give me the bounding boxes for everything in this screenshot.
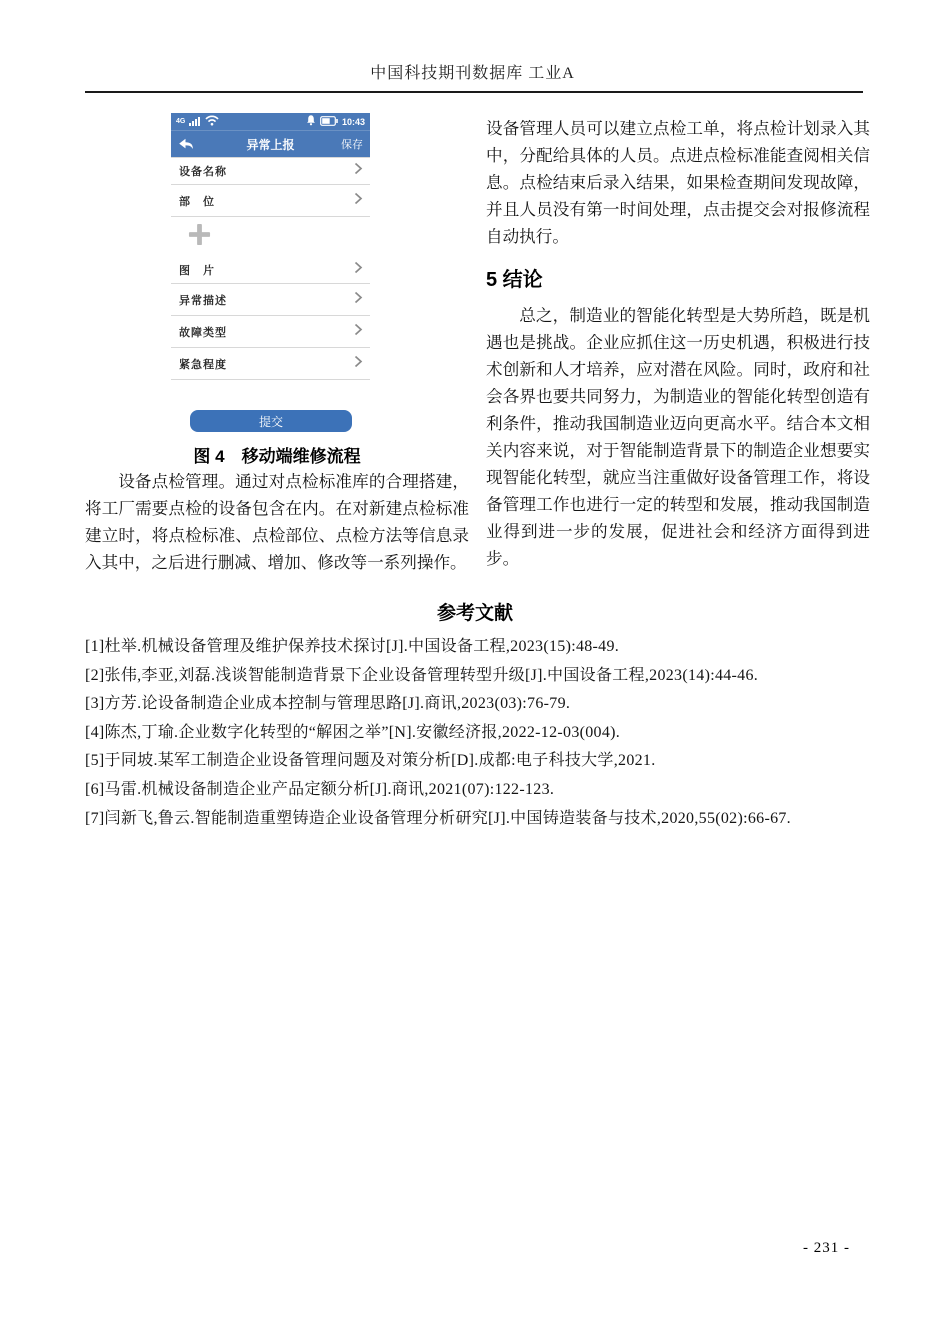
header-divider bbox=[85, 91, 863, 93]
status-right bbox=[306, 113, 365, 131]
references-list bbox=[85, 633, 865, 833]
field-row-fault-type[interactable] bbox=[171, 316, 370, 348]
wifi-icon bbox=[205, 113, 219, 131]
page-number: - 231 - bbox=[803, 1240, 850, 1256]
chevron-right-icon bbox=[354, 323, 363, 341]
field-label: 紧急程度 bbox=[179, 358, 227, 371]
paragraph-conclusion: 总之，制造业的智能化转型是大势所趋，既是机遇也是挑战。企业应抓住这一历史机遇，积极进行技术创新和人才培养，应对潜在风险。同时，政府和社会各界也要共同努力，为制造业的智能化转型创造有利条件，推动我国制造业迈向更高水平。结合本文相关内容来说，对于智能制造背景下的制造企业想要实现智能化转型，就应当注重做好设备管理工作，将设备管理工作也进行一定的转型和发展，推动我国制造业得到进一步的发展，促进社会和经济方面得到进步。 bbox=[486, 306, 870, 568]
field-label: 图 片 bbox=[179, 264, 215, 277]
references-heading: 参考文献 bbox=[436, 603, 513, 624]
phone-nav-bar bbox=[171, 131, 370, 157]
photo-upload-area[interactable] bbox=[171, 217, 370, 256]
plus-icon bbox=[188, 223, 211, 251]
reference-item: [1]杜举.机械设备管理及维护保养技术探讨[J].中国设备工程,2023(15):48-49. bbox=[85, 638, 620, 655]
reference-item: [4]陈杰,丁瑜.企业数字化转型的“解困之举”[N].安徽经济报,2022-12-03(004). bbox=[85, 723, 621, 741]
save-button[interactable]: 保存 bbox=[341, 139, 363, 151]
battery-icon bbox=[320, 113, 338, 131]
chevron-right-icon bbox=[354, 162, 363, 180]
chevron-right-icon bbox=[354, 261, 363, 279]
phone-page-title: 异常上报 bbox=[246, 137, 295, 152]
section-heading-conclusion: 5 结论 bbox=[486, 269, 543, 291]
field-row-device-name[interactable] bbox=[171, 157, 370, 185]
chevron-right-icon bbox=[354, 192, 363, 210]
bell-icon bbox=[306, 113, 316, 131]
reference-item: [5]于同坡.某军工制造企业设备管理问题及对策分析[D].成都:电子科技大学,2021. bbox=[85, 752, 656, 770]
field-label: 部 位 bbox=[179, 195, 215, 208]
network-type-label: 4G bbox=[176, 118, 186, 125]
figure-caption: 图 4 移动端维修流程 bbox=[193, 447, 361, 466]
phone-screenshot bbox=[171, 113, 370, 433]
signal-icon bbox=[189, 113, 201, 131]
submit-button[interactable]: 提交 bbox=[190, 410, 352, 432]
field-label: 异常描述 bbox=[179, 294, 227, 307]
field-row-part[interactable] bbox=[171, 185, 370, 217]
field-label: 故障类型 bbox=[179, 326, 227, 339]
back-arrow-icon[interactable] bbox=[178, 138, 194, 150]
chevron-right-icon bbox=[354, 355, 363, 373]
reference-item: [7]闫新飞,鲁云.智能制造重塑铸造企业设备管理分析研究[J].中国铸造装备与技术,2020,55(02):66-67. bbox=[85, 809, 791, 827]
status-time: 10:43 bbox=[341, 116, 365, 127]
field-label: 设备名称 bbox=[179, 166, 227, 178]
status-left bbox=[176, 113, 219, 131]
journal-header: 中国科技期刊数据库 工业A bbox=[370, 65, 575, 82]
field-row-anomaly-description[interactable] bbox=[171, 284, 370, 316]
reference-item: [6]马雷.机械设备制造企业产品定额分析[J].商讯,2021(07):122-123. bbox=[85, 780, 555, 798]
paragraph-inspection-management: 设备点检管理。通过对点检标准库的合理搭建，将工厂需要点检的设备包含在内。在对新建点检标准建立时，将点检标准、点检部位、点检方法等信息录入其中，之后进行删减、增加、修改等一系列操作。 bbox=[85, 472, 469, 572]
chevron-right-icon bbox=[354, 291, 363, 309]
references-section bbox=[85, 598, 865, 833]
reference-item: [3]方芳.论设备制造企业成本控制与管理思路[J].商讯,2023(03):76-79. bbox=[85, 695, 571, 713]
right-column bbox=[486, 108, 870, 572]
field-row-picture[interactable] bbox=[171, 256, 370, 284]
field-row-urgency[interactable] bbox=[171, 348, 370, 380]
reference-item: [2]张伟,李亚,刘磊.浅谈智能制造背景下企业设备管理转型升级[J].中国设备工程,2023(14):44-46. bbox=[85, 666, 759, 684]
phone-status-bar bbox=[171, 113, 370, 131]
paragraph-continued: 设备管理人员可以建立点检工单，将点检计划录入其中，分配给具体的人员。点进点检标准能查阅相关信息。点检结束后录入结果，如果检查期间发现故障，并且人员没有第一时间处理，点击提交会对报修流程自动执行。 bbox=[486, 119, 870, 246]
